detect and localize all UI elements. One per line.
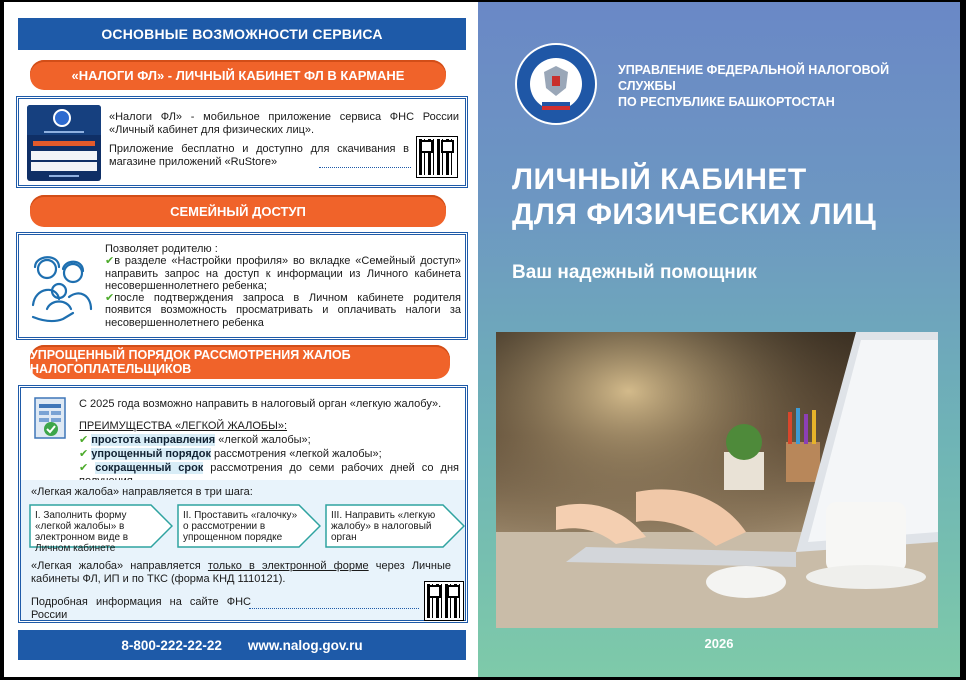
section2-box — [16, 232, 468, 340]
advantage-item: ✔ упрощенный порядок рассмотрения «легкой жалобы»; — [79, 448, 382, 460]
step-1: I. Заполнить форму «легкой жалобы» в электронном виде в Личном кабинете — [29, 504, 173, 548]
page-title: ЛИЧНЫЙ КАБИНЕТ ДЛЯ ФИЗИЧЕСКИХ ЛИЦ — [512, 163, 877, 231]
year-label: 2026 — [704, 636, 734, 651]
hotline-phone[interactable]: 8-800-222-22-22 — [121, 637, 222, 653]
right-panel — [478, 2, 960, 677]
phone-app-icon — [27, 105, 101, 181]
qr-code-icon[interactable] — [417, 137, 457, 177]
qr-code-icon[interactable] — [425, 582, 463, 620]
steps-intro: «Легкая жалоба» направляется в три шага: — [31, 486, 253, 498]
section3-heading: УПРОЩЕННЫЙ ПОРЯДОК РАССМОТРЕНИЯ ЖАЛОБ НАЛОГОПЛАТЕЛЬЩИКОВ — [30, 345, 450, 379]
section3-more: Подробная информация на сайте ФНС России — [31, 596, 251, 621]
section2-item2: ✔после подтверждения запроса в Личном кабинете родителя появится возможность просматривать и оплачивать налоги за несовершеннолетнего ребенка — [105, 292, 461, 329]
left-panel — [4, 2, 478, 677]
section2-text — [105, 243, 461, 329]
fns-emblem-icon — [514, 42, 598, 126]
section1-box — [16, 96, 468, 188]
section2-intro: Позволяет родителю : — [105, 243, 218, 255]
org-name: УПРАВЛЕНИЕ ФЕДЕРАЛЬНОЙ НАЛОГОВОЙ СЛУЖБЫ ПО РЕСПУБЛИКЕ БАШКОРТОСТАН — [618, 63, 890, 109]
document-icon — [31, 396, 71, 440]
section1-heading: «НАЛОГИ ФЛ» - ЛИЧНЫЙ КАБИНЕТ ФЛ В КАРМАНЕ — [30, 60, 446, 90]
section1-text1: «Налоги ФЛ» - мобильное приложение сервиса ФНС России «Личный кабинет для физических лиц». — [109, 111, 459, 136]
family-icon — [29, 247, 95, 327]
page-subtitle: Ваш надежный помощник — [512, 262, 757, 283]
advantage-item: ✔ простота направления «легкой жалобы»; — [79, 434, 311, 446]
section3-note: «Легкая жалоба» направляется только в электронной форме через Личные кабинеты ФЛ, ИП и по ТКС (форма КНД 1110121). — [31, 560, 452, 585]
section3-box — [18, 385, 468, 623]
advantage-item: ✔ сокращенный срок рассмотрения до семи рабочих дней со дня — [79, 462, 459, 474]
step-3: III. Направить «легкую жалобу» в налоговый орган — [325, 504, 465, 548]
section3-intro: С 2025 года возможно направить в налоговый орган «легкую жалобу». — [79, 398, 442, 410]
section2-item1: ✔в разделе «Настройки профиля» во вкладке «Семейный доступ» направить запрос на доступ к информации из Личного кабинета несовершеннолетнего ребенка; — [105, 255, 461, 292]
website-link[interactable]: www.nalog.gov.ru — [247, 637, 363, 653]
step-2: II. Проставить «галочку» о рассмотрении в упрощенном порядке — [177, 504, 321, 548]
services-banner: ОСНОВНЫЕ ВОЗМОЖНОСТИ СЕРВИСА — [18, 18, 466, 50]
section1-text2: Приложение бесплатно и доступно для скачивания в магазине приложений «RuStore» — [109, 143, 409, 168]
section3-adv-heading: ПРЕИМУЩЕСТВА «ЛЕГКОЙ ЖАЛОБЫ»: — [79, 420, 288, 432]
laptop-photo — [496, 332, 938, 628]
contacts-bar — [18, 630, 466, 660]
section2-heading: СЕМЕЙНЫЙ ДОСТУП — [30, 195, 446, 227]
